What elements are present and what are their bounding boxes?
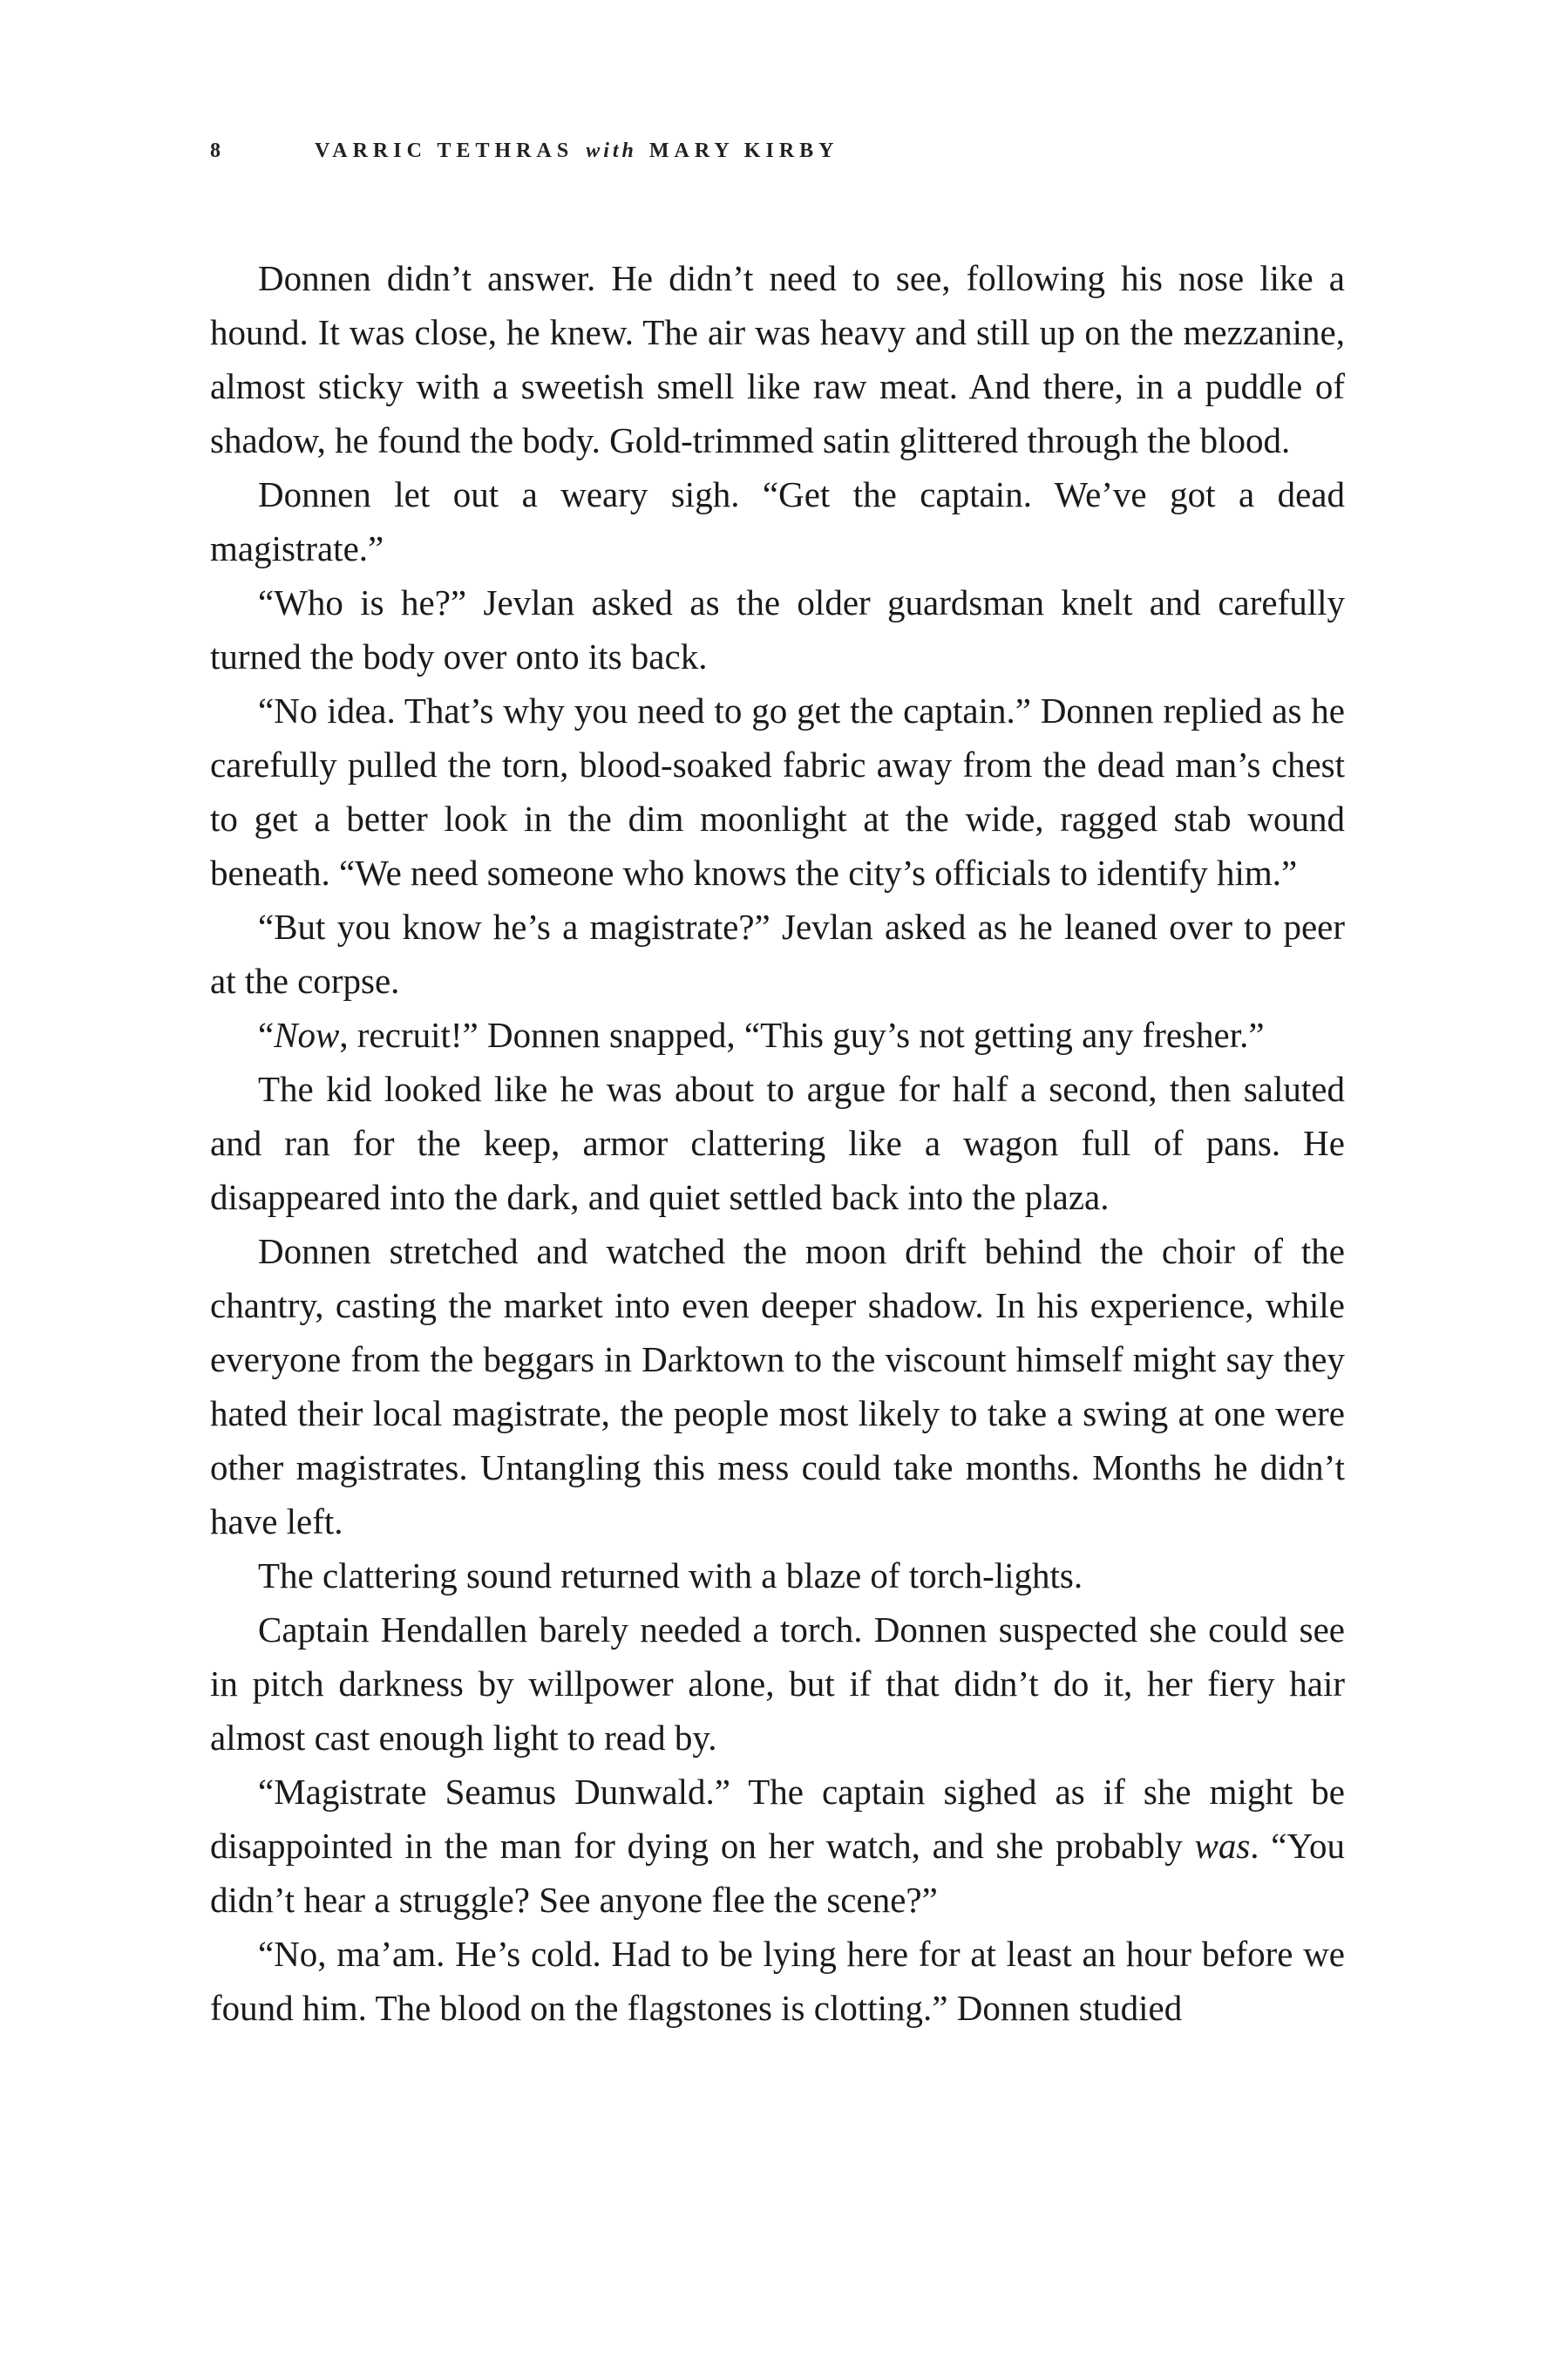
paragraph-5: “But you know he’s a magistrate?” Jevlan asked as he leaned over to peer at the corpse. bbox=[210, 907, 1345, 1001]
paragraph-8: Donnen stretched and watched the moon drift behind the choir of the chantry, casting the market into even deeper shadow. In his experience, while everyone from the beggars in Darktown to the viscount himself might say they hated their local magistrate, the people most likely to take a swing at one were other magistrates. Untangling this mess could take months. Months he didn’t have left. bbox=[210, 1231, 1345, 1541]
paragraph-12: “No, ma’am. He’s cold. Had to be lying here for at least an hour before we found him. The blood on the flagstones is clotting.” Donnen studied bbox=[210, 1934, 1345, 2028]
paragraph-2: Donnen let out a weary sigh. “Get the captain. We’ve got a dead magistrate.” bbox=[210, 474, 1345, 568]
paragraph-11-before: “Magistrate Seamus Dunwald.” The captain sighed as if she might be disappointed in the man for dying on her watch, and she probably bbox=[210, 1772, 1345, 1866]
paragraph-11-emphasis: was bbox=[1194, 1826, 1251, 1866]
page-number: 8 bbox=[210, 139, 221, 162]
paragraph-11-after: . “You didn’t hear a struggle? See anyone flee the scene?” bbox=[210, 1826, 1345, 1920]
paragraph-6 bbox=[210, 1008, 1345, 1062]
paragraph-4: “No idea. That’s why you need to go get the captain.” Donnen replied as he carefully pulled the torn, blood-soaked fabric away from the dead man’s chest to get a better look in the dim moonlight at the wide, ragged stab wound beneath. “We need someone who knows the city’s officials to identify him.” bbox=[210, 691, 1345, 893]
running-head-with: with bbox=[586, 139, 637, 162]
running-head-coauthor: MARY KIRBY bbox=[648, 139, 839, 162]
paragraph-6-emphasis: Now bbox=[274, 1015, 340, 1055]
body-text bbox=[210, 251, 1345, 2035]
paragraph-9: The clattering sound returned with a blaze of torch-lights. bbox=[258, 1555, 1083, 1595]
paragraph-3: “Who is he?” Jevlan asked as the older guardsman knelt and carefully turned the body over onto its back. bbox=[210, 582, 1345, 677]
paragraph-6-open-quote: “ bbox=[258, 1015, 275, 1055]
paragraph-11 bbox=[210, 1765, 1345, 1927]
running-head bbox=[210, 139, 838, 174]
paragraph-1: Donnen didn’t answer. He didn’t need to see, following his nose like a hound. It was close, he knew. The air was heavy and still up on the mezzanine, almost sticky with a sweetish smell like raw meat. And there, in a puddle of shadow, he found the body. Gold-trimmed satin glittered through the blood. bbox=[210, 258, 1345, 460]
paragraph-6-rest: , recruit!” Donnen snapped, “This guy’s not getting any fresher.” bbox=[339, 1015, 1265, 1055]
paragraph-10: Captain Hendallen barely needed a torch. Donnen suspected she could see in pitch darkness by willpower alone, but if that didn’t do it, her fiery hair almost cast enough light to read by. bbox=[210, 1609, 1345, 1758]
running-head-author: VARRIC TETHRAS bbox=[315, 139, 574, 162]
paragraph-7: The kid looked like he was about to argue for half a second, then saluted and ran for the keep, armor clattering like a wagon full of pans. He disappeared into the dark, and quiet settled back into the plaza. bbox=[210, 1069, 1345, 1217]
